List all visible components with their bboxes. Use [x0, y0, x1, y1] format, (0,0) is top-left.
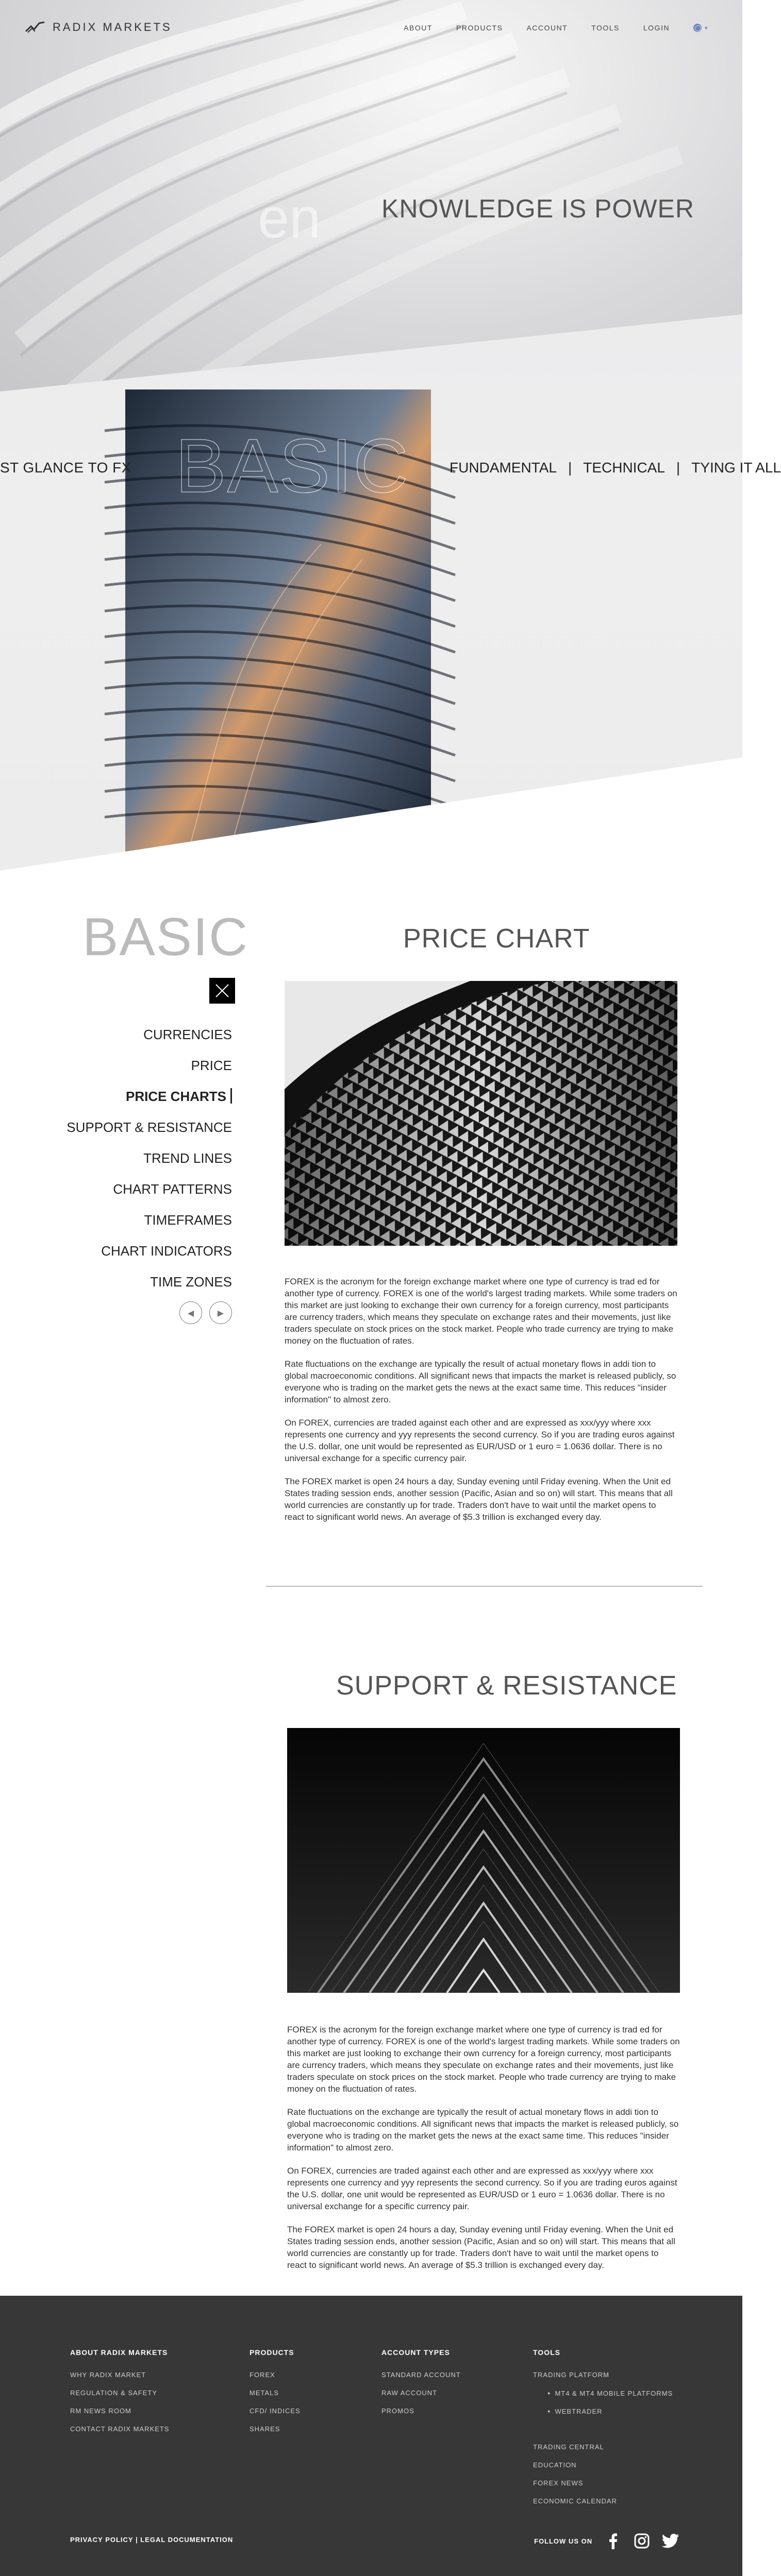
sidebar-item-chart-indicators[interactable]: CHART INDICATORS: [101, 1243, 232, 1259]
price-chart-image: [285, 981, 677, 1246]
topic-separator: |: [568, 460, 572, 476]
nav-tools[interactable]: TOOLS: [591, 24, 620, 32]
footer-heading: PRODUCTS: [250, 2348, 294, 2357]
footer-column-tools: [533, 2348, 673, 2514]
topic-tying-it-all[interactable]: TYING IT ALL: [691, 460, 781, 476]
footer: [0, 2296, 742, 2576]
topic-fundamental[interactable]: FUNDAMENTAL: [450, 460, 557, 476]
chevron-left-icon: ◀: [187, 1308, 194, 1318]
nav-login[interactable]: LOGIN: [643, 24, 670, 32]
chevron-right-icon: ▶: [217, 1308, 224, 1318]
footer-link-regulation[interactable]: REGULATION & SAFETY: [70, 2389, 158, 2397]
support-resistance-body: [287, 2024, 680, 2296]
close-icon: [214, 983, 230, 998]
sidebar-item-price-charts[interactable]: PRICE CHARTS: [52, 1081, 232, 1112]
price-chart-body: [285, 1276, 677, 1534]
footer-column-about: [70, 2348, 169, 2442]
sidebar-pager: [179, 1301, 232, 1324]
sidebar-item-support-resistance[interactable]: SUPPORT & RESISTANCE: [67, 1120, 232, 1135]
nav-products[interactable]: PRODUCTS: [456, 24, 503, 32]
paragraph: On FOREX, currencies are traded against each other and are expressed as xxx/yyy where xxx represents one currency and yyy represents the second currency. So if you are trading euros against the U.S. dollar, one unit would be represented as EUR/USD or 1 euro = 1.0636 dollar. There is no universal exchange for a specific currency pair.: [287, 2166, 677, 2211]
footer-column-products: [250, 2348, 301, 2442]
footer-column-account-types: [381, 2348, 461, 2424]
paragraph: On FOREX, currencies are traded against each other and are expressed as xxx/yyy where xxx represents one currency and yyy represents the second currency. So if you are trading euros against the U.S. dollar, one unit would be represented as EUR/USD or 1 euro = 1.0636 dollar. There is no universal exchange for a specific currency pair.: [285, 1418, 675, 1463]
topic-first-glance[interactable]: ST GLANCE TO FX: [0, 460, 131, 476]
footer-link-trading-platform[interactable]: TRADING PLATFORM: [533, 2371, 609, 2379]
footer-link-webtrader[interactable]: ● WEBTRADER: [533, 2406, 673, 2424]
sidebar-menu: [52, 1019, 232, 1297]
footer-heading: ACCOUNT TYPES: [381, 2348, 450, 2357]
footer-link-placeholder: [533, 2424, 673, 2442]
paragraph: Rate fluctuations on the exchange are typically the result of actual monetary flows in addi tion to global macroeconomic conditions. All significant news that impacts the market is released publicly, so everyone who is trading on the market gets the news at the exact same time. This reduces "insider information" to almost zero.: [285, 1359, 676, 1404]
paragraph: The FOREX market is open 24 hours a day, Sunday evening until Friday evening. When the Unit ed States trading session ends, another session (Pacific, Asian and so on) will start. This means that all world currencies are constantly up for trade. Traders don't have to wait until the market opens to react to significant world news. An average of $5.3 trillion is exchanged every day.: [285, 1477, 673, 1522]
footer-heading: ABOUT RADIX MARKETS: [70, 2348, 168, 2357]
support-resistance-image: [287, 1728, 680, 1993]
paragraph: The FOREX market is open 24 hours a day, Sunday evening until Friday evening. When the Unit ed States trading session ends, another session (Pacific, Asian and so on) will start. This means that all world currencies are constantly up for trade. Traders don't have to wait until the market opens to react to significant world news. An average of $5.3 trillion is exchanged every day.: [287, 2225, 675, 2270]
paragraph: FOREX is the acronym for the foreign exchange market where one type of currency is trad ed for another type of currency. FOREX is one of the world's largest trading markets. While some traders on this market are just looking to exchange their own currency for a foreign currency, most participants are currency traders, which means they speculate on exchange rates and their movements, just like traders speculate on stock prices on the stock market. People who trade currency are trying to make money on the fluctuation of rates.: [287, 2025, 680, 2094]
legal-links[interactable]: PRIVACY POLICY | LEGAL DOCUMENTATION: [70, 2536, 234, 2544]
footer-link-education[interactable]: EDUCATION: [533, 2461, 577, 2469]
sidebar-item-trend-lines[interactable]: TREND LINES: [143, 1150, 232, 1166]
topic-links: [450, 460, 781, 476]
footer-link-economic-calendar[interactable]: ECONOMIC CALENDAR: [533, 2497, 617, 2505]
topic-separator: |: [676, 460, 680, 476]
feature-title: BASIC: [175, 423, 410, 509]
top-navigation: [0, 0, 742, 57]
sidebar-item-price[interactable]: PRICE: [191, 1058, 232, 1073]
footer-link-raw-account[interactable]: RAW ACCOUNT: [381, 2389, 438, 2397]
follow-label: FOLLOW US ON: [534, 2537, 593, 2545]
instagram-icon[interactable]: [634, 2533, 650, 2549]
language-selector[interactable]: [693, 24, 708, 32]
sidebar-item-time-zones[interactable]: TIME ZONES: [150, 1274, 232, 1290]
globe-icon: [693, 24, 702, 32]
brand-logo[interactable]: [25, 21, 172, 34]
close-button[interactable]: [209, 978, 235, 1004]
nav-about[interactable]: ABOUT: [404, 24, 433, 32]
topic-technical[interactable]: TECHNICAL: [583, 460, 665, 476]
facebook-icon[interactable]: [605, 2533, 621, 2549]
footer-link-trading-central[interactable]: TRADING CENTRAL: [533, 2443, 604, 2451]
sidebar-title: BASIC: [82, 907, 249, 967]
footer-link-news-room[interactable]: RM NEWS ROOM: [70, 2407, 131, 2415]
next-button[interactable]: [209, 1301, 232, 1324]
footer-link-why-radix[interactable]: WHY RADIX MARKET: [70, 2371, 146, 2379]
paragraph: FOREX is the acronym for the foreign exchange market where one type of currency is trad ed for another type of currency. FOREX is one of the world's largest trading markets. While some traders on this market are just looking to exchange their own currency for a foreign currency, most participants are currency traders, which means they speculate on exchange rates and their movements, just like traders speculate on stock prices on the stock market. People who trade currency are trying to make money on the fluctuation of rates.: [285, 1277, 677, 1346]
footer-link-forex[interactable]: FOREX: [250, 2371, 275, 2379]
social-follow: [534, 2533, 679, 2549]
section-title-support-resistance: SUPPORT & RESISTANCE: [336, 1671, 677, 1701]
twitter-icon[interactable]: [662, 2533, 679, 2549]
footer-link-contact[interactable]: CONTACT RADIX MARKETS: [70, 2425, 170, 2433]
footer-link-shares[interactable]: SHARES: [250, 2425, 280, 2433]
hero-headline: KNOWLEDGE IS POWER: [381, 194, 694, 223]
nav-account[interactable]: ACCOUNT: [526, 24, 568, 32]
section-title-price-chart: PRICE CHART: [403, 924, 590, 954]
hero-ghost-text: en: [258, 187, 321, 250]
paragraph: Rate fluctuations on the exchange are typically the result of actual monetary flows in addi tion to global macroeconomic conditions. All significant news that impacts the market is released publicly, so everyone who is trading on the market gets the news at the exact same time. This reduces "insider information" to almost zero.: [287, 2107, 679, 2153]
footer-heading: TOOLS: [533, 2348, 560, 2357]
sidebar-item-currencies[interactable]: CURRENCIES: [143, 1027, 232, 1042]
footer-link-promos[interactable]: PROMOS: [381, 2407, 414, 2415]
prev-button[interactable]: [179, 1301, 202, 1324]
radix-logo-icon: [25, 21, 45, 33]
section-divider: [266, 1586, 703, 1587]
footer-link-standard-account[interactable]: STANDARD ACCOUNT: [381, 2371, 461, 2379]
footer-link-metals[interactable]: METALS: [250, 2389, 279, 2397]
sidebar-item-timeframes[interactable]: TIMEFRAMES: [144, 1212, 232, 1228]
hero-section: [0, 0, 781, 876]
footer-link-forex-news[interactable]: FOREX NEWS: [533, 2479, 584, 2487]
chevron-down-icon: ▾: [704, 25, 708, 31]
nav-links: [404, 24, 708, 32]
sidebar-item-chart-patterns[interactable]: CHART PATTERNS: [113, 1181, 232, 1197]
brand-name: RADIX MARKETS: [53, 21, 172, 33]
footer-link-cfd-indices[interactable]: CFD/ INDICES: [250, 2407, 301, 2415]
footer-link-mt4[interactable]: ● MT4 & MT4 MOBILE PLATFORMS: [533, 2388, 673, 2406]
